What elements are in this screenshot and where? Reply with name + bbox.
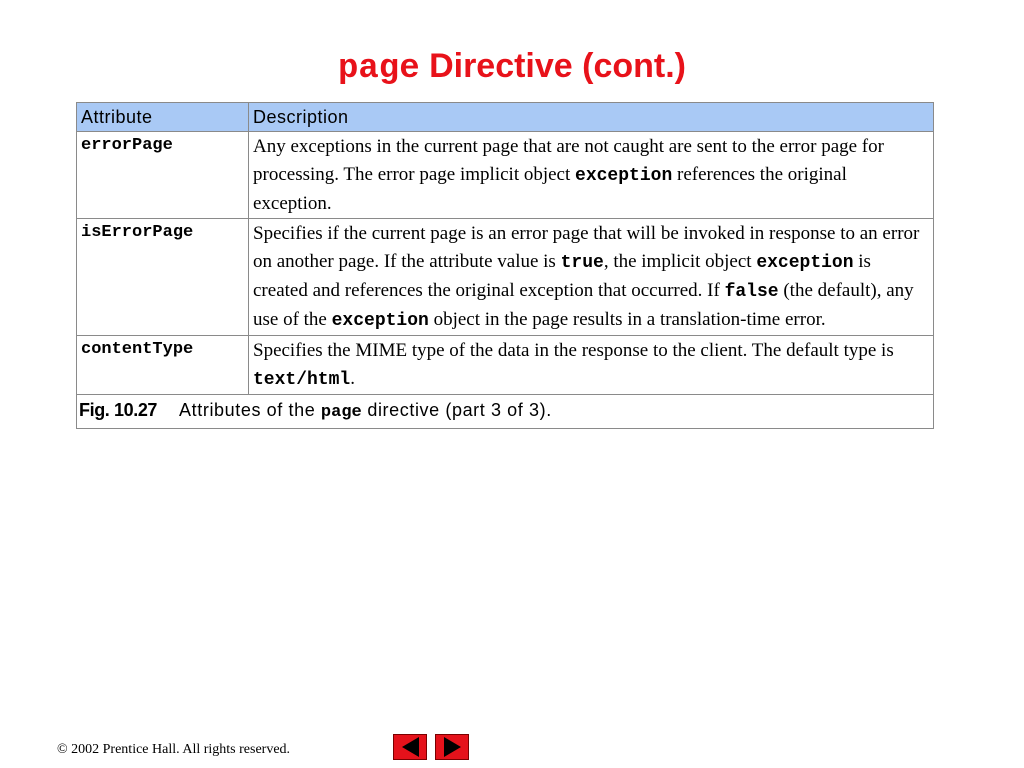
table-header-row bbox=[77, 103, 934, 132]
header-description: Description bbox=[249, 103, 934, 132]
inline-code: exception bbox=[331, 311, 429, 331]
copyright-text: 2002 Prentice Hall. All rights reserved. bbox=[71, 742, 291, 757]
inline-code: exception bbox=[756, 253, 854, 273]
next-slide-button[interactable] bbox=[435, 734, 469, 760]
description-text: , the implicit object bbox=[603, 251, 757, 272]
attribute-description-cell bbox=[249, 219, 934, 336]
slide-title bbox=[0, 44, 1024, 91]
description-text: Any exceptions in the current page that are not caught are sent to the error page for processing. The error page implicit object bbox=[253, 136, 884, 185]
attribute-name-cell: contentType bbox=[77, 336, 249, 395]
attribute-name-cell: errorPage bbox=[77, 132, 249, 219]
caption-text-after: directive (part 3 of 3). bbox=[361, 400, 552, 420]
inline-code: true bbox=[560, 253, 604, 273]
description-text: . bbox=[350, 368, 355, 389]
attributes-table bbox=[76, 102, 934, 429]
triangle-left-icon bbox=[402, 737, 419, 757]
description-text: object in the page results in a translation-time error. bbox=[428, 309, 826, 330]
table-row bbox=[77, 336, 934, 395]
slide-title-text: Directive (cont.) bbox=[429, 47, 687, 85]
table-row bbox=[77, 219, 934, 336]
figure-caption bbox=[77, 395, 934, 429]
caption-code: page bbox=[320, 403, 362, 422]
copyright-symbol: © bbox=[57, 742, 68, 757]
attribute-name-cell: isErrorPage bbox=[77, 219, 249, 336]
description-text: is created and references the original exception that occurred. If bbox=[253, 251, 871, 301]
description-text: references the original exception. bbox=[253, 164, 847, 214]
caption-text-before: Attributes of the bbox=[179, 400, 321, 420]
attribute-description-cell bbox=[249, 336, 934, 395]
inline-code: exception bbox=[575, 166, 673, 186]
description-text: (the default), any use of the bbox=[253, 280, 914, 330]
table-row bbox=[77, 132, 934, 219]
table-body bbox=[77, 132, 934, 395]
figure-number: Fig. 10.27 bbox=[79, 400, 158, 420]
caption-text bbox=[179, 400, 552, 420]
description-text: Specifies if the current page is an error page that will be invoked in response to an error on another page. If the attribute value is bbox=[253, 223, 920, 272]
inline-code: text/html bbox=[253, 370, 351, 390]
previous-slide-button[interactable] bbox=[393, 734, 427, 760]
header-attribute: Attribute bbox=[77, 103, 249, 132]
caption-row bbox=[77, 395, 934, 429]
copyright-footer bbox=[57, 742, 290, 758]
slide-title-code: page bbox=[337, 50, 420, 88]
description-text: Specifies the MIME type of the data in the response to the client. The default type is bbox=[253, 340, 894, 361]
inline-code: false bbox=[724, 282, 779, 302]
triangle-right-icon bbox=[444, 737, 461, 757]
attribute-description-cell bbox=[249, 132, 934, 219]
